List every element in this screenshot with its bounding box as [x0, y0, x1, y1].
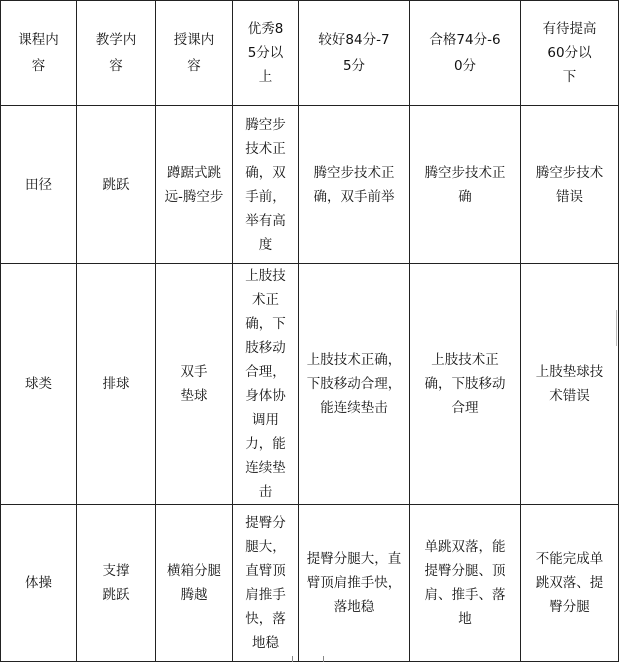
- header-row: [1, 1, 619, 106]
- table-row: [1, 505, 619, 662]
- row-good: 腾空步技术正确，双手前举: [299, 106, 410, 264]
- row-improve: 不能完成单跳双落、提臀分腿: [521, 505, 619, 662]
- row-improve: 腾空步技术错误: [521, 106, 619, 264]
- header-lesson-content: 授课内容: [156, 1, 233, 106]
- row-teaching: 排球: [77, 264, 156, 505]
- row-pass: 单跳双落，能提臀分腿、顶肩、推手、落地: [410, 505, 521, 662]
- header-pass: 合格74分-60分: [410, 1, 521, 106]
- header-course-content: 课程内容: [1, 1, 77, 106]
- row-teaching: 跳跃: [77, 106, 156, 264]
- row-course: 田径: [1, 106, 77, 264]
- row-lesson: 蹲踞式跳远-腾空步: [156, 106, 233, 264]
- row-good: 上肢技术正确，下肢移动合理，能连续垫击: [299, 264, 410, 505]
- header-excellent: 优秀85分以上: [233, 1, 299, 106]
- row-lesson: 横箱分腿腾越: [156, 505, 233, 662]
- table-row: [1, 264, 619, 505]
- scroll-edge-marker: [616, 310, 620, 346]
- row-good: 提臀分腿大，直臂顶肩推手快，落地稳: [299, 505, 410, 662]
- row-lesson: 双手垫球: [156, 264, 233, 505]
- row-course: 体操: [1, 505, 77, 662]
- header-good: 较好84分-75分: [299, 1, 410, 106]
- row-excellent: 腾空步技术正确，双手前，举有高度: [233, 106, 299, 264]
- row-excellent: 上肢技术正确，下肢移动合理，身体协调用力，能连续垫击: [233, 264, 299, 505]
- row-pass: 腾空步技术正确: [410, 106, 521, 264]
- row-course: 球类: [1, 264, 77, 505]
- row-pass: 上肢技术正确，下肢移动合理: [410, 264, 521, 505]
- page-footer-marker: [292, 656, 324, 662]
- header-teaching-content: 教学内容: [77, 1, 156, 106]
- row-improve: 上肢垫球技术错误: [521, 264, 619, 505]
- row-teaching: 支撑跳跃: [77, 505, 156, 662]
- row-excellent: 提臀分腿大，直臂顶肩推手快，落地稳: [233, 505, 299, 662]
- table-row: [1, 106, 619, 264]
- header-improve: 有待提高60分以下: [521, 1, 619, 106]
